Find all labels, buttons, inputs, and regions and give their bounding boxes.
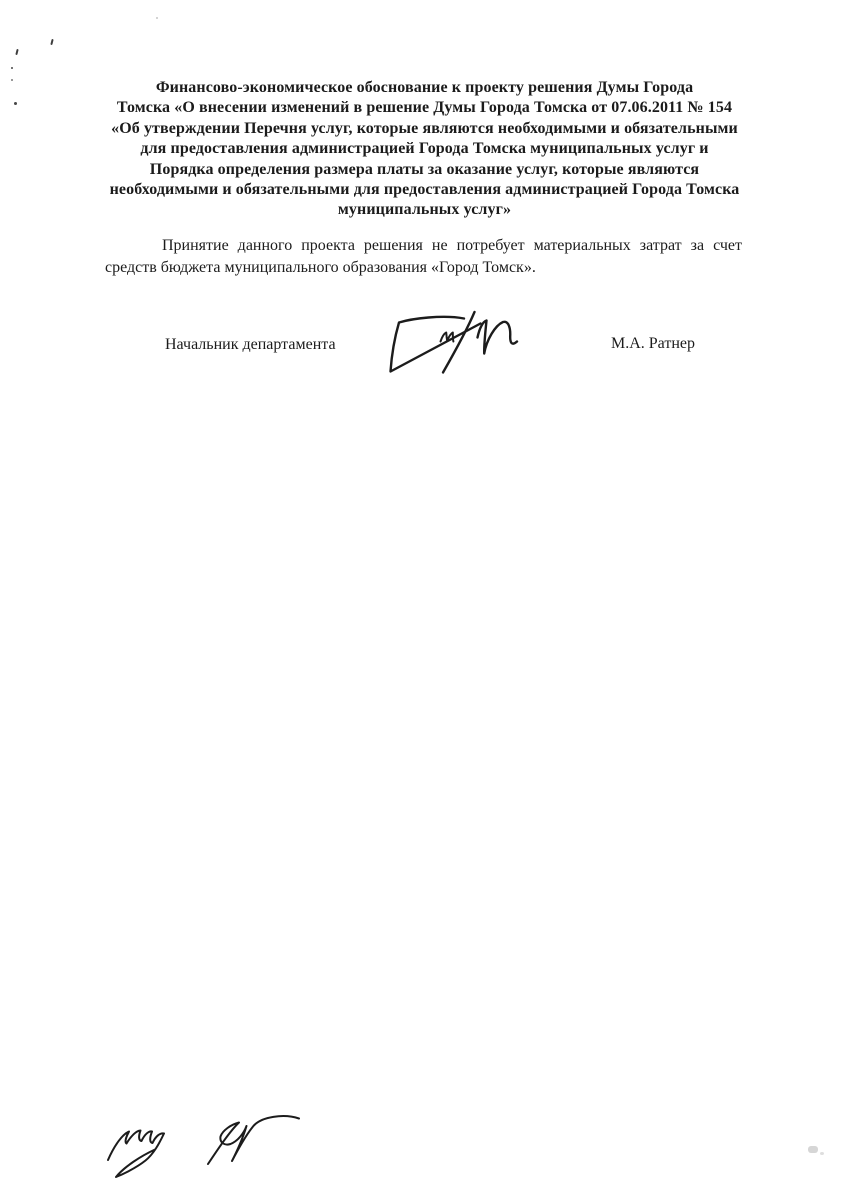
title-line: муниципальных услуг» bbox=[337, 201, 512, 219]
title-line: Томска «О внесении изменений в решение Думы Города Томска от 07.06.2011 № 154 bbox=[116, 99, 733, 117]
title-line: необходимыми и обязательными для предоставления администрацией Города Томска bbox=[109, 181, 740, 199]
scan-artifact bbox=[15, 49, 18, 55]
signature-stroke bbox=[108, 1131, 164, 1178]
scan-artifact bbox=[820, 1152, 824, 1155]
scan-artifact bbox=[14, 102, 17, 105]
body-paragraph bbox=[105, 235, 742, 278]
director-signature-icon bbox=[381, 309, 526, 383]
signature-stroke bbox=[478, 321, 518, 354]
signer-name: М.А. Ратнер bbox=[611, 335, 696, 352]
body-line: средств бюджета муниципального образования «Город Томск». bbox=[105, 258, 536, 276]
title-line: Порядка определения размера платы за оказание услуг, которые являются bbox=[149, 160, 700, 178]
scan-artifact bbox=[11, 79, 13, 81]
title-line: «Об утверждении Перечня услуг, которые являются необходимыми и обязательными bbox=[111, 119, 738, 137]
title-line: для предоставления администрацией Города Томска муниципальных услуг и bbox=[140, 140, 709, 158]
scan-artifact bbox=[156, 17, 158, 19]
approval-signatures-icon bbox=[88, 1086, 318, 1191]
signature-stroke bbox=[208, 1116, 299, 1164]
scan-artifact bbox=[808, 1146, 818, 1153]
body-line: Принятие данного проекта решения не потребует материальных затрат за счет bbox=[162, 237, 742, 254]
scan-artifact bbox=[11, 67, 13, 69]
document-title bbox=[104, 78, 745, 221]
position-label: Начальник департамента bbox=[165, 336, 336, 353]
signature-stroke bbox=[391, 317, 481, 372]
scan-artifact bbox=[50, 39, 53, 45]
title-line: Финансово-экономическое обоснование к проекту решения Думы Города bbox=[155, 79, 694, 96]
